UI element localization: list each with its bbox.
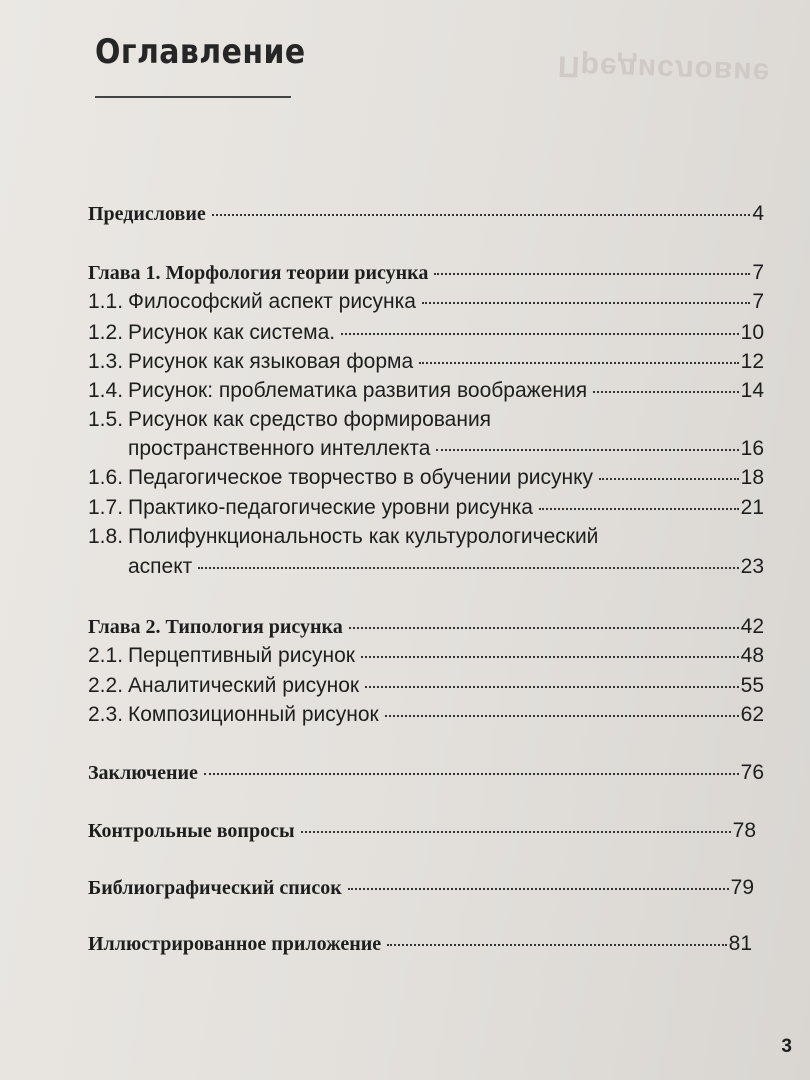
section-number: 1.7. <box>88 496 124 519</box>
toc-entry-page: 21 <box>740 496 764 519</box>
toc-entry-appendix[interactable] <box>88 930 752 958</box>
leader-dots <box>434 273 750 275</box>
toc-entry-1-2[interactable] <box>88 319 764 347</box>
section-number: 1.2. <box>88 321 124 344</box>
toc-entry-chapter-1[interactable] <box>88 259 764 287</box>
toc-entry-page: 81 <box>728 932 752 955</box>
leader-dots <box>422 302 750 304</box>
leader-dots <box>365 686 739 688</box>
section-number: 1.5. <box>88 408 124 431</box>
leader-dots <box>204 773 739 775</box>
leader-dots <box>436 449 738 451</box>
toc-entry-label: Философский аспект рисунка <box>128 290 416 313</box>
toc-entry-preface[interactable] <box>88 200 764 228</box>
toc-entry-page: 14 <box>740 379 764 402</box>
leader-dots <box>419 362 739 364</box>
leader-dots <box>387 944 726 946</box>
toc-entry-1-7[interactable] <box>88 494 764 522</box>
section-number: 1.8. <box>88 525 124 548</box>
toc-entry-page: 4 <box>752 202 764 225</box>
page-title: Оглавление <box>95 32 306 72</box>
leader-dots <box>341 333 739 335</box>
toc-entry-label: Перцептивный рисунок <box>128 644 355 667</box>
toc-entry-1-8[interactable] <box>88 523 764 551</box>
toc-entry-page: 16 <box>740 437 764 460</box>
toc-entry-label: Глава 1. Морфология теории рисунка <box>88 262 429 284</box>
toc-entry-label: Аналитический рисунок <box>128 674 360 697</box>
toc-entry-page: 10 <box>740 321 764 344</box>
toc-entry-label-continued: пространственного интеллекта <box>128 437 431 460</box>
toc-entry-label: Глава 2. Типология рисунка <box>88 616 343 638</box>
leader-dots <box>348 888 729 890</box>
toc-entry-bibliography[interactable] <box>88 874 754 902</box>
toc-entry-label: Композиционный рисунок <box>128 703 379 726</box>
toc-entry-conclusion[interactable] <box>88 759 764 787</box>
toc-entry-label: Рисунок как средство формирования <box>128 408 492 431</box>
toc-entry-1-4[interactable] <box>88 377 764 405</box>
toc-entry-label-continued: аспект <box>128 555 193 578</box>
toc-entry-2-1[interactable] <box>88 642 764 670</box>
toc-entry-page: 23 <box>740 555 764 578</box>
title-underline <box>95 96 291 98</box>
toc-entry-page: 42 <box>740 615 764 638</box>
leader-dots <box>361 656 739 658</box>
page-number: 3 <box>781 1036 792 1057</box>
leader-dots <box>599 478 739 480</box>
toc-entry-label: Практико-педагогические уровни рисунка <box>128 496 533 519</box>
section-number: 1.1. <box>88 290 124 313</box>
toc-entry-label: Библиографический список <box>88 877 342 899</box>
leader-dots <box>198 567 738 569</box>
section-number: 1.4. <box>88 379 124 402</box>
toc-entry-label: Рисунок: проблематика развития воображения <box>128 379 588 402</box>
toc-entry-page: 62 <box>740 703 764 726</box>
section-number: 2.3. <box>88 703 124 726</box>
leader-dots <box>301 831 731 833</box>
toc-entry-1-5-continuation[interactable] <box>128 435 764 463</box>
toc-entry-page: 55 <box>740 674 764 697</box>
section-number: 1.6. <box>88 466 124 489</box>
toc-entry-page: 48 <box>740 644 764 667</box>
bleed-through-heading: Предисловие <box>557 49 771 90</box>
toc-entry-page: 18 <box>740 466 764 489</box>
toc-entry-questions[interactable] <box>88 817 756 845</box>
toc-entry-label: Рисунок как языковая форма <box>128 350 414 373</box>
toc-entry-label: Педагогическое творчество в обучении рисунку <box>128 466 594 489</box>
toc-entry-page: 76 <box>740 761 764 784</box>
section-number: 2.2. <box>88 674 124 697</box>
toc-entry-label: Предисловие <box>88 203 206 225</box>
toc-entry-label: Заключение <box>88 762 198 784</box>
toc-entry-1-5[interactable] <box>88 406 764 434</box>
leader-dots <box>385 715 739 717</box>
toc-entry-page: 12 <box>740 350 764 373</box>
toc-entry-label: Иллюстрированное приложение <box>88 933 382 955</box>
section-number: 2.1. <box>88 644 124 667</box>
toc-entry-1-8-continuation[interactable] <box>128 553 764 581</box>
toc-entry-1-1[interactable] <box>88 288 764 316</box>
toc-entry-1-3[interactable] <box>88 348 764 376</box>
leader-dots <box>349 627 739 629</box>
toc-entry-page: 7 <box>752 261 764 284</box>
toc-entry-2-3[interactable] <box>88 701 764 729</box>
toc-entry-chapter-2[interactable] <box>88 613 764 641</box>
toc-entry-page: 79 <box>730 876 754 899</box>
leader-dots <box>212 214 751 216</box>
section-number: 1.3. <box>88 350 124 373</box>
leader-dots <box>593 391 739 393</box>
toc-entry-1-6[interactable] <box>88 464 764 492</box>
toc-entry-page: 7 <box>752 290 764 313</box>
toc-entry-page: 78 <box>732 819 756 842</box>
leader-dots <box>539 508 739 510</box>
toc-entry-label: Полифункциональность как культурологический <box>128 525 599 548</box>
toc-entry-label: Рисунок как система. <box>128 321 336 344</box>
toc-entry-label: Контрольные вопросы <box>88 820 295 842</box>
toc-entry-2-2[interactable] <box>88 672 764 700</box>
